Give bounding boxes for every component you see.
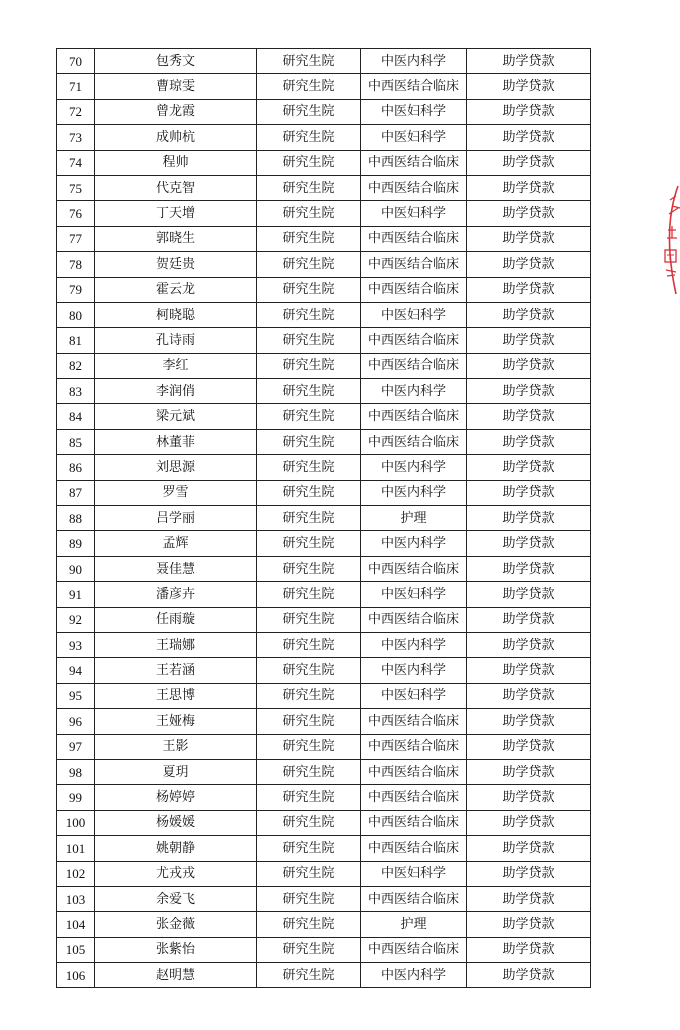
table-body (57, 49, 591, 988)
aid-type-cell: 助学贷款 (467, 734, 591, 759)
table-row (57, 632, 591, 657)
college-cell: 研究生院 (257, 302, 361, 327)
row-number: 95 (57, 683, 95, 708)
table-row (57, 175, 591, 200)
row-number: 89 (57, 531, 95, 556)
student-name: 张金薇 (95, 912, 257, 937)
table-row (57, 201, 591, 226)
row-number: 73 (57, 125, 95, 150)
aid-type-cell: 助学贷款 (467, 810, 591, 835)
row-number: 76 (57, 201, 95, 226)
row-number: 82 (57, 353, 95, 378)
row-number: 90 (57, 556, 95, 581)
student-name: 潘彦卉 (95, 582, 257, 607)
major-cell: 中医妇科学 (361, 302, 467, 327)
major-cell: 中医内科学 (361, 49, 467, 74)
student-name: 聂佳慧 (95, 556, 257, 581)
table-row (57, 836, 591, 861)
table-row (57, 480, 591, 505)
student-name: 王娅梅 (95, 709, 257, 734)
aid-type-cell: 助学贷款 (467, 658, 591, 683)
college-cell: 研究生院 (257, 886, 361, 911)
table-row (57, 455, 591, 480)
major-cell: 中西医结合临床 (361, 328, 467, 353)
table-row (57, 937, 591, 962)
college-cell: 研究生院 (257, 709, 361, 734)
aid-type-cell: 助学贷款 (467, 632, 591, 657)
row-number: 101 (57, 836, 95, 861)
student-name: 王思博 (95, 683, 257, 708)
student-name: 王若涵 (95, 658, 257, 683)
college-cell: 研究生院 (257, 658, 361, 683)
college-cell: 研究生院 (257, 582, 361, 607)
table-row (57, 886, 591, 911)
row-number: 72 (57, 99, 95, 124)
major-cell: 中西医结合临床 (361, 607, 467, 632)
aid-type-cell: 助学贷款 (467, 607, 591, 632)
aid-type-cell: 助学贷款 (467, 277, 591, 302)
row-number: 106 (57, 963, 95, 988)
college-cell: 研究生院 (257, 404, 361, 429)
student-name: 霍云龙 (95, 277, 257, 302)
row-number: 91 (57, 582, 95, 607)
major-cell: 中医妇科学 (361, 99, 467, 124)
college-cell: 研究生院 (257, 226, 361, 251)
aid-type-cell: 助学贷款 (467, 506, 591, 531)
student-name: 成帅杭 (95, 125, 257, 150)
table-row (57, 683, 591, 708)
college-cell: 研究生院 (257, 175, 361, 200)
table-row (57, 861, 591, 886)
college-cell: 研究生院 (257, 125, 361, 150)
major-cell: 护理 (361, 912, 467, 937)
aid-type-cell: 助学贷款 (467, 175, 591, 200)
table-row (57, 429, 591, 454)
college-cell: 研究生院 (257, 49, 361, 74)
table-row (57, 252, 591, 277)
table-row (57, 759, 591, 784)
aid-type-cell: 助学贷款 (467, 480, 591, 505)
student-name: 尤戎戎 (95, 861, 257, 886)
aid-type-cell: 助学贷款 (467, 379, 591, 404)
college-cell: 研究生院 (257, 429, 361, 454)
college-cell: 研究生院 (257, 353, 361, 378)
aid-type-cell: 助学贷款 (467, 912, 591, 937)
table-row (57, 328, 591, 353)
table-row (57, 531, 591, 556)
student-name: 杨媛媛 (95, 810, 257, 835)
aid-type-cell: 助学贷款 (467, 886, 591, 911)
table-row (57, 226, 591, 251)
major-cell: 中医妇科学 (361, 861, 467, 886)
major-cell: 中医妇科学 (361, 683, 467, 708)
aid-type-cell: 助学贷款 (467, 74, 591, 99)
table-row (57, 810, 591, 835)
table-row (57, 150, 591, 175)
major-cell: 中西医结合临床 (361, 150, 467, 175)
aid-type-cell: 助学贷款 (467, 531, 591, 556)
college-cell: 研究生院 (257, 74, 361, 99)
college-cell: 研究生院 (257, 912, 361, 937)
student-name: 吕学丽 (95, 506, 257, 531)
table-row (57, 912, 591, 937)
major-cell: 中西医结合临床 (361, 886, 467, 911)
row-number: 104 (57, 912, 95, 937)
student-name: 包秀文 (95, 49, 257, 74)
major-cell: 中医内科学 (361, 480, 467, 505)
row-number: 86 (57, 455, 95, 480)
row-number: 74 (57, 150, 95, 175)
aid-type-cell: 助学贷款 (467, 201, 591, 226)
table-row (57, 734, 591, 759)
aid-type-cell: 助学贷款 (467, 709, 591, 734)
college-cell: 研究生院 (257, 759, 361, 784)
table-row (57, 379, 591, 404)
row-number: 102 (57, 861, 95, 886)
aid-type-cell: 助学贷款 (467, 328, 591, 353)
college-cell: 研究生院 (257, 150, 361, 175)
major-cell: 中医内科学 (361, 531, 467, 556)
aid-type-cell: 助学贷款 (467, 759, 591, 784)
table-row (57, 99, 591, 124)
student-name: 柯晓聪 (95, 302, 257, 327)
row-number: 92 (57, 607, 95, 632)
major-cell: 中西医结合临床 (361, 404, 467, 429)
aid-type-cell: 助学贷款 (467, 455, 591, 480)
student-name: 王影 (95, 734, 257, 759)
student-name: 孔诗雨 (95, 328, 257, 353)
table-row (57, 125, 591, 150)
row-number: 78 (57, 252, 95, 277)
row-number: 79 (57, 277, 95, 302)
row-number: 85 (57, 429, 95, 454)
student-aid-table (56, 48, 591, 988)
aid-type-cell: 助学贷款 (467, 252, 591, 277)
row-number: 84 (57, 404, 95, 429)
student-name: 贺廷贵 (95, 252, 257, 277)
major-cell: 中西医结合临床 (361, 353, 467, 378)
aid-type-cell: 助学贷款 (467, 836, 591, 861)
row-number: 70 (57, 49, 95, 74)
college-cell: 研究生院 (257, 506, 361, 531)
college-cell: 研究生院 (257, 252, 361, 277)
table-row (57, 353, 591, 378)
student-name: 赵明慧 (95, 963, 257, 988)
aid-type-cell: 助学贷款 (467, 99, 591, 124)
major-cell: 中西医结合临床 (361, 836, 467, 861)
student-name: 罗雪 (95, 480, 257, 505)
aid-type-cell: 助学贷款 (467, 556, 591, 581)
table-row (57, 49, 591, 74)
major-cell: 中医内科学 (361, 658, 467, 683)
aid-type-cell: 助学贷款 (467, 963, 591, 988)
college-cell: 研究生院 (257, 683, 361, 708)
aid-type-cell: 助学贷款 (467, 785, 591, 810)
college-cell: 研究生院 (257, 277, 361, 302)
row-number: 88 (57, 506, 95, 531)
table-row (57, 709, 591, 734)
aid-type-cell: 助学贷款 (467, 49, 591, 74)
student-name: 张紫怡 (95, 937, 257, 962)
aid-type-cell: 助学贷款 (467, 125, 591, 150)
major-cell: 中医内科学 (361, 455, 467, 480)
college-cell: 研究生院 (257, 632, 361, 657)
college-cell: 研究生院 (257, 201, 361, 226)
aid-type-cell: 助学贷款 (467, 429, 591, 454)
college-cell: 研究生院 (257, 937, 361, 962)
row-number: 75 (57, 175, 95, 200)
row-number: 80 (57, 302, 95, 327)
major-cell: 中医内科学 (361, 632, 467, 657)
student-name: 姚朝静 (95, 836, 257, 861)
major-cell: 中西医结合临床 (361, 175, 467, 200)
row-number: 99 (57, 785, 95, 810)
aid-type-cell: 助学贷款 (467, 404, 591, 429)
student-name: 孟辉 (95, 531, 257, 556)
college-cell: 研究生院 (257, 963, 361, 988)
aid-type-cell: 助学贷款 (467, 150, 591, 175)
table-row (57, 607, 591, 632)
table-row (57, 556, 591, 581)
student-name: 曹琼雯 (95, 74, 257, 99)
college-cell: 研究生院 (257, 480, 361, 505)
row-number: 77 (57, 226, 95, 251)
major-cell: 护理 (361, 506, 467, 531)
aid-type-cell: 助学贷款 (467, 937, 591, 962)
college-cell: 研究生院 (257, 785, 361, 810)
row-number: 93 (57, 632, 95, 657)
college-cell: 研究生院 (257, 607, 361, 632)
table-row (57, 74, 591, 99)
row-number: 100 (57, 810, 95, 835)
student-name: 丁天增 (95, 201, 257, 226)
aid-type-cell: 助学贷款 (467, 226, 591, 251)
row-number: 87 (57, 480, 95, 505)
major-cell: 中西医结合临床 (361, 277, 467, 302)
row-number: 97 (57, 734, 95, 759)
college-cell: 研究生院 (257, 531, 361, 556)
college-cell: 研究生院 (257, 810, 361, 835)
major-cell: 中医妇科学 (361, 125, 467, 150)
student-name: 杨婷婷 (95, 785, 257, 810)
major-cell: 中西医结合临床 (361, 74, 467, 99)
major-cell: 中西医结合临床 (361, 785, 467, 810)
student-name: 曾龙霞 (95, 99, 257, 124)
college-cell: 研究生院 (257, 861, 361, 886)
table-row (57, 506, 591, 531)
table-row (57, 302, 591, 327)
aid-type-cell: 助学贷款 (467, 582, 591, 607)
major-cell: 中西医结合临床 (361, 810, 467, 835)
aid-type-cell: 助学贷款 (467, 353, 591, 378)
major-cell: 中医内科学 (361, 379, 467, 404)
aid-type-cell: 助学贷款 (467, 302, 591, 327)
row-number: 96 (57, 709, 95, 734)
table-row (57, 658, 591, 683)
student-name: 代克智 (95, 175, 257, 200)
college-cell: 研究生院 (257, 379, 361, 404)
college-cell: 研究生院 (257, 836, 361, 861)
row-number: 83 (57, 379, 95, 404)
college-cell: 研究生院 (257, 734, 361, 759)
major-cell: 中西医结合临床 (361, 226, 467, 251)
row-number: 94 (57, 658, 95, 683)
student-name: 梁元斌 (95, 404, 257, 429)
college-cell: 研究生院 (257, 455, 361, 480)
table-row (57, 963, 591, 988)
aid-type-cell: 助学贷款 (467, 861, 591, 886)
student-name: 李红 (95, 353, 257, 378)
row-number: 98 (57, 759, 95, 784)
major-cell: 中西医结合临床 (361, 429, 467, 454)
student-name: 王瑞娜 (95, 632, 257, 657)
row-number: 81 (57, 328, 95, 353)
table-row (57, 582, 591, 607)
major-cell: 中西医结合临床 (361, 252, 467, 277)
major-cell: 中西医结合临床 (361, 937, 467, 962)
student-name: 郭晓生 (95, 226, 257, 251)
table-row (57, 785, 591, 810)
major-cell: 中西医结合临床 (361, 556, 467, 581)
table-row (57, 277, 591, 302)
row-number: 71 (57, 74, 95, 99)
college-cell: 研究生院 (257, 99, 361, 124)
student-name: 夏玥 (95, 759, 257, 784)
major-cell: 中西医结合临床 (361, 734, 467, 759)
seal-stamp-fragment-icon (652, 180, 680, 300)
aid-type-cell: 助学贷款 (467, 683, 591, 708)
major-cell: 中西医结合临床 (361, 759, 467, 784)
row-number: 105 (57, 937, 95, 962)
college-cell: 研究生院 (257, 328, 361, 353)
student-name: 刘思源 (95, 455, 257, 480)
row-number: 103 (57, 886, 95, 911)
student-name: 林董菲 (95, 429, 257, 454)
major-cell: 中医内科学 (361, 963, 467, 988)
major-cell: 中医妇科学 (361, 201, 467, 226)
student-name: 任雨璇 (95, 607, 257, 632)
major-cell: 中西医结合临床 (361, 709, 467, 734)
student-name: 程帅 (95, 150, 257, 175)
student-name: 李润俏 (95, 379, 257, 404)
major-cell: 中医妇科学 (361, 582, 467, 607)
student-name: 余爱飞 (95, 886, 257, 911)
college-cell: 研究生院 (257, 556, 361, 581)
table-row (57, 404, 591, 429)
